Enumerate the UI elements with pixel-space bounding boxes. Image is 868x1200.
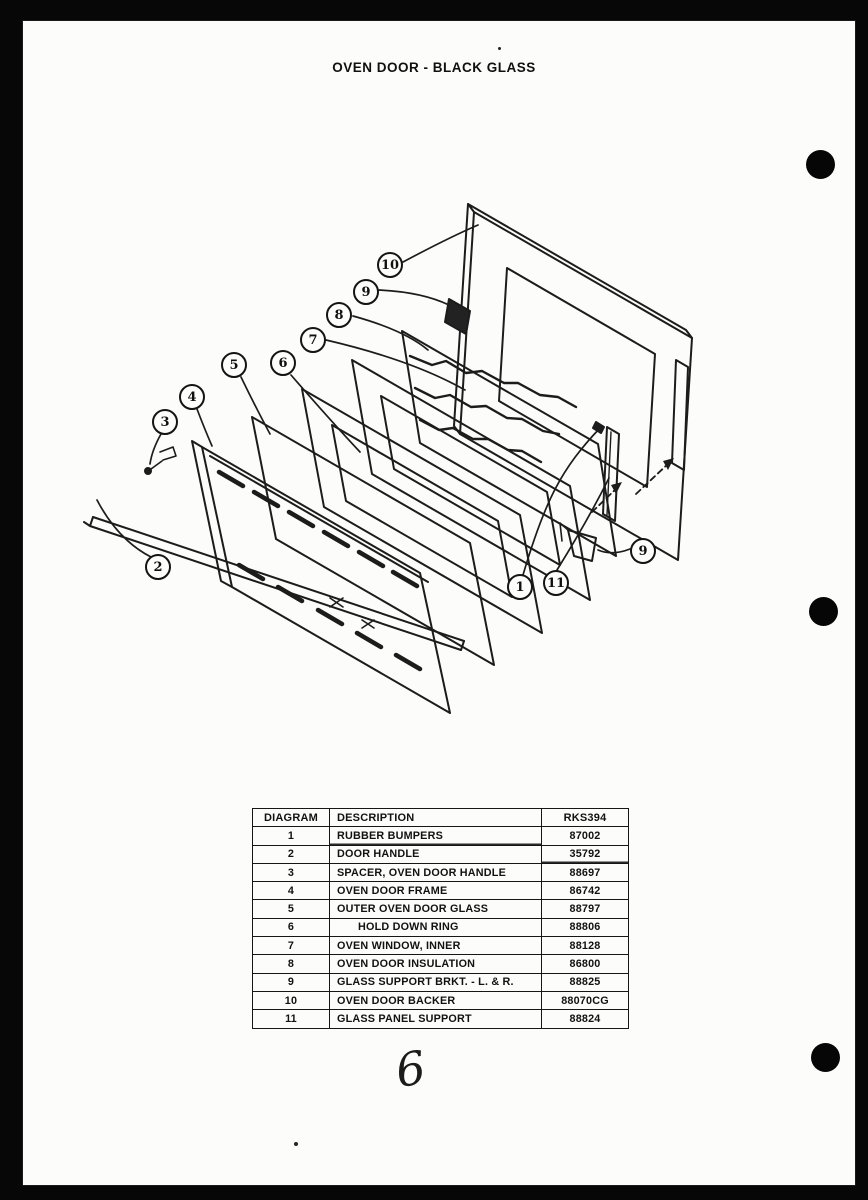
table-row	[253, 918, 629, 936]
cell-diagram: 1	[253, 827, 330, 845]
cell-part: 88825	[542, 973, 629, 991]
header-diagram: DIAGRAM	[253, 809, 330, 827]
cell-description: GLASS PANEL SUPPORT	[330, 1010, 542, 1028]
cell-part: 88128	[542, 937, 629, 955]
cell-diagram: 10	[253, 991, 330, 1009]
page-title: OVEN DOOR - BLACK GLASS	[332, 60, 536, 75]
table-row	[253, 863, 629, 881]
cell-description: DOOR HANDLE	[330, 845, 542, 863]
cell-diagram: 3	[253, 863, 330, 881]
cell-part: 88697	[542, 863, 629, 881]
table-row	[253, 845, 629, 863]
punch-hole-dot-middle	[809, 597, 838, 626]
cell-diagram: 2	[253, 845, 330, 863]
cell-diagram: 6	[253, 918, 330, 936]
callout-11: 11	[543, 570, 569, 596]
header-row	[253, 809, 629, 827]
glass-panel-support-part	[603, 427, 619, 521]
callout-1: 1	[507, 574, 533, 600]
cell-description: OVEN WINDOW, INNER	[330, 937, 542, 955]
handwritten-mark: 6	[391, 1040, 430, 1098]
callout-5: 5	[221, 352, 247, 378]
cell-diagram: 4	[253, 882, 330, 900]
callout-2: 2	[145, 554, 171, 580]
scan-speck	[294, 1142, 298, 1146]
cell-description: GLASS SUPPORT BRKT. - L. & R.	[330, 973, 542, 991]
oven-door-frame-part	[192, 441, 450, 713]
cell-diagram: 11	[253, 1010, 330, 1028]
table-row	[253, 1010, 629, 1028]
table-row	[253, 991, 629, 1009]
cell-diagram: 9	[253, 973, 330, 991]
handle-spacer-part	[145, 447, 176, 474]
outer-door-glass-part	[252, 417, 494, 665]
callout-9: 9	[353, 279, 379, 305]
cell-description: OUTER OVEN DOOR GLASS	[330, 900, 542, 918]
cell-part: 88070CG	[542, 991, 629, 1009]
parts-table-body	[253, 827, 629, 1028]
cell-part: 88806	[542, 918, 629, 936]
punch-hole-dot-bottom	[811, 1043, 840, 1072]
cell-part: 35792	[542, 845, 629, 863]
cell-part: 86742	[542, 882, 629, 900]
table-row	[253, 937, 629, 955]
cell-description: OVEN DOOR INSULATION	[330, 955, 542, 973]
cell-part: 87002	[542, 827, 629, 845]
parts-table-header	[253, 809, 629, 827]
cell-description: OVEN DOOR BACKER	[330, 991, 542, 1009]
callout-6: 6	[270, 350, 296, 376]
hold-down-ring-part	[302, 389, 542, 633]
cell-part: 88797	[542, 900, 629, 918]
callout-3: 3	[152, 409, 178, 435]
cell-description: SPACER, OVEN DOOR HANDLE	[330, 863, 542, 881]
punch-hole-dot-top	[806, 150, 835, 179]
cell-description: OVEN DOOR FRAME	[330, 882, 542, 900]
table-row	[253, 882, 629, 900]
callout-10: 10	[377, 252, 403, 278]
header-part-number: RKS394	[542, 809, 629, 827]
cell-part: 88824	[542, 1010, 629, 1028]
parts-table	[252, 808, 629, 1029]
cell-description: HOLD DOWN RING	[330, 918, 542, 936]
table-row	[253, 900, 629, 918]
table-row	[253, 955, 629, 973]
callout-4: 4	[179, 384, 205, 410]
cell-diagram: 5	[253, 900, 330, 918]
cell-diagram: 7	[253, 937, 330, 955]
callout-7: 7	[300, 327, 326, 353]
scan-speck	[498, 47, 501, 50]
cell-diagram: 8	[253, 955, 330, 973]
callout-8: 8	[326, 302, 352, 328]
cell-part: 86800	[542, 955, 629, 973]
cell-description: RUBBER BUMPERS	[330, 827, 542, 845]
table-row	[253, 827, 629, 845]
table-row	[253, 973, 629, 991]
callout-9b: 9	[630, 538, 656, 564]
callout-leader-lines	[97, 225, 630, 575]
header-description: DESCRIPTION	[330, 809, 542, 827]
